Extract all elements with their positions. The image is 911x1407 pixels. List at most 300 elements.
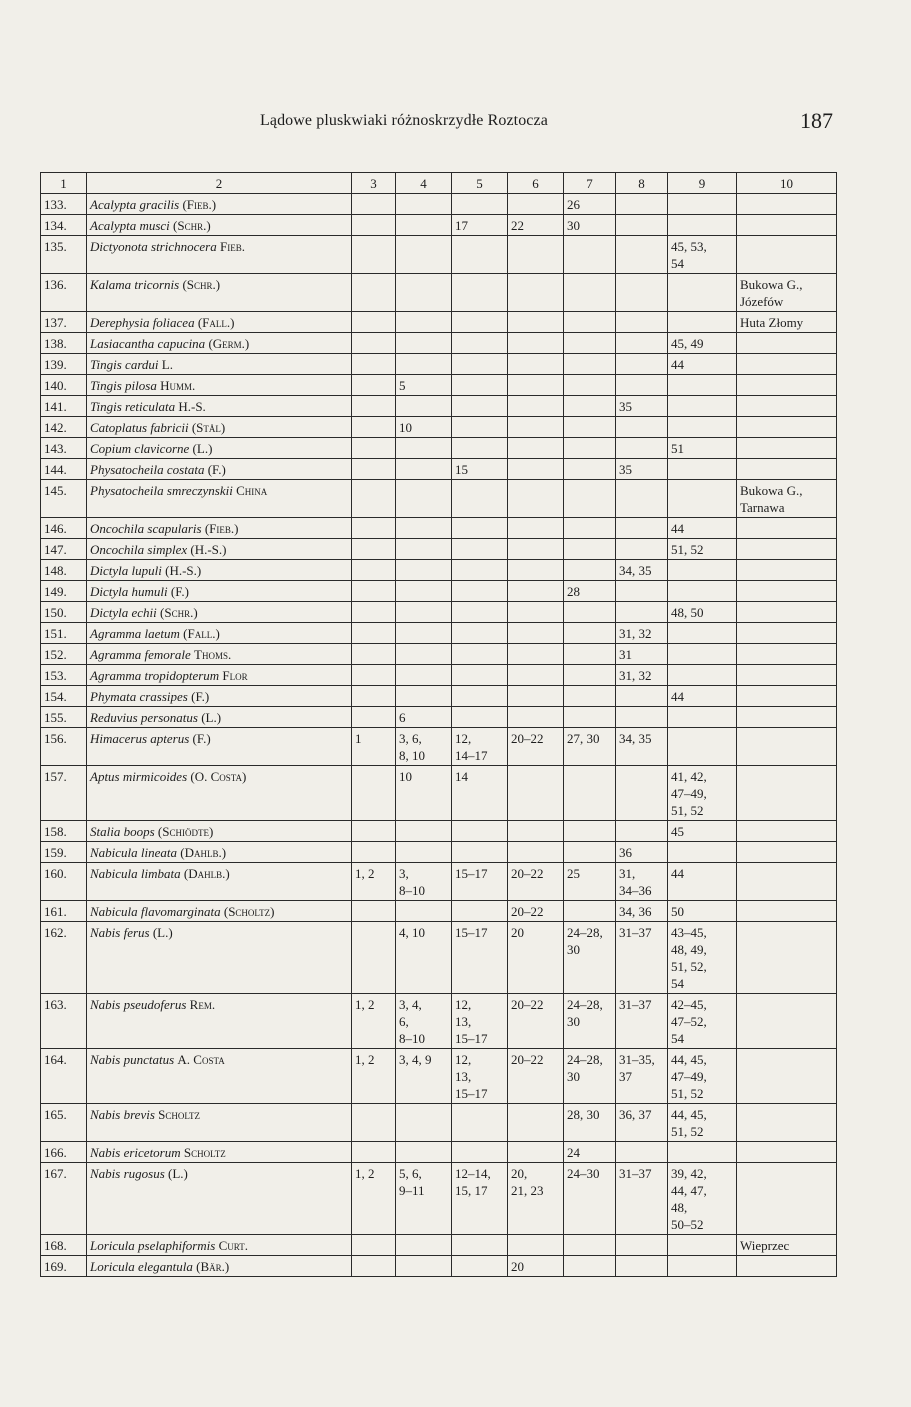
column-header: 1 xyxy=(41,173,87,194)
species-name: Tingis reticulata xyxy=(90,399,176,414)
site-cell-c5 xyxy=(452,901,508,922)
site-cell-c5 xyxy=(452,821,508,842)
site-cell-c5 xyxy=(452,333,508,354)
species-author: (F.) xyxy=(191,689,210,704)
site-cell-c10 xyxy=(737,665,837,686)
site-cell-c10 xyxy=(737,1049,837,1104)
site-cell-c8 xyxy=(616,602,668,623)
site-cell-c4: 5 xyxy=(396,375,452,396)
species-name: Derephysia foliacea xyxy=(90,315,195,330)
species-author: (L.) xyxy=(152,925,173,940)
site-cell-c3 xyxy=(352,581,396,602)
table-row xyxy=(41,686,837,707)
site-cell-c4 xyxy=(396,686,452,707)
site-cell-c6 xyxy=(508,644,564,665)
site-cell-c6 xyxy=(508,623,564,644)
species-cell xyxy=(87,560,352,581)
species-name: Nabis ferus xyxy=(90,925,150,940)
site-cell-c7: 24–28, 30 xyxy=(564,922,616,994)
site-cell-c9: 44 xyxy=(668,518,737,539)
site-cell-c8: 31, 32 xyxy=(616,623,668,644)
site-cell-c6: 22 xyxy=(508,215,564,236)
site-cell-c10 xyxy=(737,459,837,480)
site-cell-c5 xyxy=(452,560,508,581)
table-row xyxy=(41,863,837,901)
site-cell-c5: 15–17 xyxy=(452,922,508,994)
row-number: 158. xyxy=(41,821,87,842)
site-cell-c9: 51, 52 xyxy=(668,539,737,560)
site-cell-c4 xyxy=(396,215,452,236)
site-cell-c8 xyxy=(616,354,668,375)
site-cell-c6: 20 xyxy=(508,922,564,994)
site-cell-c10 xyxy=(737,644,837,665)
site-cell-c7 xyxy=(564,417,616,438)
site-cell-c6: 20–22 xyxy=(508,901,564,922)
site-cell-c7 xyxy=(564,274,616,312)
site-cell-c5: 17 xyxy=(452,215,508,236)
site-cell-c5: 14 xyxy=(452,766,508,821)
site-cell-c10 xyxy=(737,1163,837,1235)
site-cell-c8 xyxy=(616,1235,668,1256)
column-header: 9 xyxy=(668,173,737,194)
species-name: Agramma laetum xyxy=(90,626,180,641)
site-cell-c5 xyxy=(452,644,508,665)
site-cell-c3 xyxy=(352,396,396,417)
species-cell xyxy=(87,707,352,728)
species-author: (Fieb.) xyxy=(204,521,239,536)
site-cell-c9: 41, 42, 47–49, 51, 52 xyxy=(668,766,737,821)
table-row xyxy=(41,602,837,623)
row-number: 136. xyxy=(41,274,87,312)
site-cell-c8 xyxy=(616,312,668,333)
site-cell-c5 xyxy=(452,354,508,375)
site-cell-c6 xyxy=(508,686,564,707)
row-number: 153. xyxy=(41,665,87,686)
species-author: China xyxy=(236,483,268,498)
site-cell-c3: 1, 2 xyxy=(352,863,396,901)
species-name: Physatocheila costata xyxy=(90,462,205,477)
site-cell-c8 xyxy=(616,236,668,274)
site-cell-c9 xyxy=(668,459,737,480)
table-header-row xyxy=(41,173,837,194)
table-row xyxy=(41,396,837,417)
site-cell-c4 xyxy=(396,560,452,581)
species-author: (L.) xyxy=(192,441,213,456)
species-name: Nabis brevis xyxy=(90,1107,155,1122)
species-cell xyxy=(87,994,352,1049)
species-cell xyxy=(87,1049,352,1104)
species-author: (Bär.) xyxy=(196,1259,230,1274)
species-name: Nabis rugosus xyxy=(90,1166,165,1181)
species-name: Kalama tricornis xyxy=(90,277,180,292)
species-author: (F.) xyxy=(170,584,189,599)
table-row xyxy=(41,1163,837,1235)
species-cell xyxy=(87,459,352,480)
site-cell-c10: Bukowa G., Tarnawa xyxy=(737,480,837,518)
site-cell-c7: 26 xyxy=(564,194,616,215)
column-header: 7 xyxy=(564,173,616,194)
site-cell-c3: 1, 2 xyxy=(352,1049,396,1104)
row-number: 149. xyxy=(41,581,87,602)
site-cell-c10 xyxy=(737,581,837,602)
site-cell-c10: Bukowa G., Józefów xyxy=(737,274,837,312)
site-cell-c7 xyxy=(564,766,616,821)
species-cell xyxy=(87,602,352,623)
species-cell xyxy=(87,1235,352,1256)
site-cell-c5 xyxy=(452,1142,508,1163)
species-cell xyxy=(87,274,352,312)
site-cell-c4 xyxy=(396,842,452,863)
site-cell-c9 xyxy=(668,665,737,686)
row-number: 162. xyxy=(41,922,87,994)
site-cell-c3 xyxy=(352,236,396,274)
table-row xyxy=(41,236,837,274)
site-cell-c8 xyxy=(616,480,668,518)
site-cell-c3 xyxy=(352,274,396,312)
species-cell xyxy=(87,1163,352,1235)
species-cell xyxy=(87,480,352,518)
site-cell-c3 xyxy=(352,417,396,438)
row-number: 146. xyxy=(41,518,87,539)
table-row xyxy=(41,438,837,459)
column-header: 8 xyxy=(616,173,668,194)
species-author: (Dahlb.) xyxy=(180,845,227,860)
species-author: (O. Costa) xyxy=(190,769,247,784)
site-cell-c9 xyxy=(668,842,737,863)
row-number: 164. xyxy=(41,1049,87,1104)
row-number: 151. xyxy=(41,623,87,644)
site-cell-c7 xyxy=(564,438,616,459)
site-cell-c7 xyxy=(564,560,616,581)
site-cell-c7 xyxy=(564,821,616,842)
site-cell-c9 xyxy=(668,707,737,728)
table-row xyxy=(41,194,837,215)
table-row xyxy=(41,994,837,1049)
site-cell-c10 xyxy=(737,1256,837,1277)
species-name: Catoplatus fabricii xyxy=(90,420,189,435)
site-cell-c6 xyxy=(508,766,564,821)
site-cell-c7 xyxy=(564,539,616,560)
column-header: 10 xyxy=(737,173,837,194)
site-cell-c8 xyxy=(616,821,668,842)
row-number: 155. xyxy=(41,707,87,728)
site-cell-c4: 4, 10 xyxy=(396,922,452,994)
site-cell-c8 xyxy=(616,333,668,354)
site-cell-c8: 35 xyxy=(616,396,668,417)
site-cell-c9 xyxy=(668,417,737,438)
species-author: Thoms. xyxy=(194,647,232,662)
site-cell-c3 xyxy=(352,560,396,581)
table-row xyxy=(41,375,837,396)
site-cell-c8: 34, 35 xyxy=(616,728,668,766)
site-cell-c6 xyxy=(508,707,564,728)
site-cell-c10 xyxy=(737,821,837,842)
site-cell-c6 xyxy=(508,665,564,686)
species-author: A. Costa xyxy=(177,1052,225,1067)
page-number: 187 xyxy=(800,108,833,133)
site-cell-c7 xyxy=(564,396,616,417)
site-cell-c7 xyxy=(564,665,616,686)
species-name: Tingis cardui xyxy=(90,357,159,372)
species-name: Agramma femorale xyxy=(90,647,191,662)
table-row xyxy=(41,922,837,994)
row-number: 168. xyxy=(41,1235,87,1256)
site-cell-c5 xyxy=(452,539,508,560)
species-cell xyxy=(87,194,352,215)
site-cell-c7 xyxy=(564,459,616,480)
site-cell-c7: 24–30 xyxy=(564,1163,616,1235)
site-cell-c3 xyxy=(352,644,396,665)
site-cell-c5: 15 xyxy=(452,459,508,480)
site-cell-c4 xyxy=(396,274,452,312)
species-author: H.-S. xyxy=(178,399,206,414)
site-cell-c7 xyxy=(564,236,616,274)
site-cell-c4 xyxy=(396,602,452,623)
species-cell xyxy=(87,581,352,602)
site-cell-c8: 35 xyxy=(616,459,668,480)
site-cell-c7 xyxy=(564,1235,616,1256)
species-cell xyxy=(87,686,352,707)
site-cell-c10 xyxy=(737,922,837,994)
site-cell-c5 xyxy=(452,312,508,333)
site-cell-c5 xyxy=(452,375,508,396)
species-name: Agramma tropidopterum xyxy=(90,668,220,683)
site-cell-c3 xyxy=(352,707,396,728)
site-cell-c3 xyxy=(352,459,396,480)
row-number: 161. xyxy=(41,901,87,922)
site-cell-c10 xyxy=(737,215,837,236)
site-cell-c10 xyxy=(737,438,837,459)
site-cell-c3 xyxy=(352,518,396,539)
site-cell-c9 xyxy=(668,560,737,581)
site-cell-c5 xyxy=(452,623,508,644)
site-cell-c6 xyxy=(508,459,564,480)
species-cell xyxy=(87,901,352,922)
site-cell-c3: 1 xyxy=(352,728,396,766)
site-cell-c7 xyxy=(564,842,616,863)
site-cell-c3: 1, 2 xyxy=(352,994,396,1049)
site-cell-c6 xyxy=(508,274,564,312)
site-cell-c4: 3, 6, 8, 10 xyxy=(396,728,452,766)
species-cell xyxy=(87,728,352,766)
site-cell-c7: 24 xyxy=(564,1142,616,1163)
site-cell-c7: 28 xyxy=(564,581,616,602)
site-cell-c4: 10 xyxy=(396,766,452,821)
site-cell-c4 xyxy=(396,644,452,665)
site-cell-c10 xyxy=(737,766,837,821)
site-cell-c6 xyxy=(508,602,564,623)
site-cell-c7 xyxy=(564,480,616,518)
species-distribution-table xyxy=(40,172,837,1277)
site-cell-c6 xyxy=(508,194,564,215)
table-row xyxy=(41,623,837,644)
species-name: Dictyla humuli xyxy=(90,584,168,599)
table-row xyxy=(41,333,837,354)
site-cell-c9: 39, 42, 44, 47, 48, 50–52 xyxy=(668,1163,737,1235)
site-cell-c6 xyxy=(508,236,564,274)
species-name: Stalia boops xyxy=(90,824,155,839)
species-author: (H.-S.) xyxy=(165,563,202,578)
site-cell-c7 xyxy=(564,623,616,644)
site-cell-c4: 6 xyxy=(396,707,452,728)
table-row xyxy=(41,215,837,236)
site-cell-c4 xyxy=(396,312,452,333)
site-cell-c8 xyxy=(616,274,668,312)
site-cell-c6 xyxy=(508,842,564,863)
site-cell-c9 xyxy=(668,194,737,215)
site-cell-c6 xyxy=(508,539,564,560)
site-cell-c10: Wieprzec xyxy=(737,1235,837,1256)
species-cell xyxy=(87,375,352,396)
species-name: Copium clavicorne xyxy=(90,441,190,456)
site-cell-c9 xyxy=(668,1235,737,1256)
site-cell-c10 xyxy=(737,728,837,766)
site-cell-c4 xyxy=(396,459,452,480)
site-cell-c7: 30 xyxy=(564,215,616,236)
site-cell-c5: 15–17 xyxy=(452,863,508,901)
site-cell-c8 xyxy=(616,707,668,728)
site-cell-c8: 31, 34–36 xyxy=(616,863,668,901)
species-cell xyxy=(87,354,352,375)
site-cell-c10 xyxy=(737,194,837,215)
species-author: (Dahlb.) xyxy=(183,866,230,881)
site-cell-c7: 28, 30 xyxy=(564,1104,616,1142)
table-row xyxy=(41,1142,837,1163)
site-cell-c3 xyxy=(352,665,396,686)
species-author: Curt. xyxy=(218,1238,248,1253)
species-author: (Schr.) xyxy=(160,605,198,620)
species-name: Himacerus apterus xyxy=(90,731,190,746)
table-row xyxy=(41,728,837,766)
site-cell-c4 xyxy=(396,581,452,602)
species-author: (Schr.) xyxy=(182,277,221,292)
species-name: Aptus mirmicoides xyxy=(90,769,188,784)
site-cell-c10: Huta Złomy xyxy=(737,312,837,333)
site-cell-c9: 45, 49 xyxy=(668,333,737,354)
site-cell-c6 xyxy=(508,581,564,602)
species-name: Oncochila simplex xyxy=(90,542,188,557)
species-cell xyxy=(87,665,352,686)
species-cell xyxy=(87,215,352,236)
site-cell-c4 xyxy=(396,354,452,375)
table-row xyxy=(41,560,837,581)
site-cell-c4 xyxy=(396,901,452,922)
site-cell-c3 xyxy=(352,215,396,236)
site-cell-c8 xyxy=(616,215,668,236)
site-cell-c3 xyxy=(352,922,396,994)
site-cell-c4 xyxy=(396,1104,452,1142)
row-number: 134. xyxy=(41,215,87,236)
site-cell-c3 xyxy=(352,480,396,518)
site-cell-c10 xyxy=(737,539,837,560)
species-name: Dictyla echii xyxy=(90,605,157,620)
site-cell-c10 xyxy=(737,333,837,354)
site-cell-c6 xyxy=(508,438,564,459)
table-row xyxy=(41,707,837,728)
site-cell-c8 xyxy=(616,1256,668,1277)
species-cell xyxy=(87,766,352,821)
site-cell-c6 xyxy=(508,518,564,539)
species-author: (F.) xyxy=(207,462,226,477)
site-cell-c6 xyxy=(508,821,564,842)
site-cell-c5 xyxy=(452,194,508,215)
site-cell-c5: 12, 13, 15–17 xyxy=(452,994,508,1049)
table-row xyxy=(41,312,837,333)
table-row xyxy=(41,766,837,821)
species-cell xyxy=(87,842,352,863)
site-cell-c7 xyxy=(564,375,616,396)
site-cell-c5 xyxy=(452,1235,508,1256)
site-cell-c6 xyxy=(508,312,564,333)
site-cell-c3 xyxy=(352,333,396,354)
site-cell-c5 xyxy=(452,602,508,623)
site-cell-c9 xyxy=(668,480,737,518)
site-cell-c9: 44 xyxy=(668,686,737,707)
site-cell-c6 xyxy=(508,1235,564,1256)
site-cell-c6: 20–22 xyxy=(508,1049,564,1104)
site-cell-c5: 12, 14–17 xyxy=(452,728,508,766)
site-cell-c4 xyxy=(396,821,452,842)
site-cell-c9 xyxy=(668,396,737,417)
site-cell-c4 xyxy=(396,438,452,459)
species-cell xyxy=(87,518,352,539)
site-cell-c6 xyxy=(508,560,564,581)
site-cell-c8 xyxy=(616,686,668,707)
table-row xyxy=(41,480,837,518)
site-cell-c3 xyxy=(352,312,396,333)
row-number: 152. xyxy=(41,644,87,665)
site-cell-c3 xyxy=(352,375,396,396)
species-cell xyxy=(87,236,352,274)
site-cell-c5 xyxy=(452,1104,508,1142)
species-author: L. xyxy=(161,357,173,372)
site-cell-c5: 12, 13, 15–17 xyxy=(452,1049,508,1104)
site-cell-c9: 51 xyxy=(668,438,737,459)
species-author: (Schiödte) xyxy=(157,824,214,839)
site-cell-c4 xyxy=(396,539,452,560)
site-cell-c4 xyxy=(396,518,452,539)
site-cell-c9: 45 xyxy=(668,821,737,842)
site-cell-c8 xyxy=(616,581,668,602)
column-header: 6 xyxy=(508,173,564,194)
site-cell-c9: 42–45, 47–52, 54 xyxy=(668,994,737,1049)
row-number: 160. xyxy=(41,863,87,901)
site-cell-c6 xyxy=(508,480,564,518)
site-cell-c7 xyxy=(564,686,616,707)
species-cell xyxy=(87,623,352,644)
species-cell xyxy=(87,417,352,438)
site-cell-c8: 31–37 xyxy=(616,994,668,1049)
row-number: 138. xyxy=(41,333,87,354)
species-name: Tingis pilosa xyxy=(90,378,157,393)
row-number: 163. xyxy=(41,994,87,1049)
site-cell-c3 xyxy=(352,1142,396,1163)
site-cell-c7 xyxy=(564,312,616,333)
row-number: 137. xyxy=(41,312,87,333)
site-cell-c8 xyxy=(616,518,668,539)
species-cell xyxy=(87,312,352,333)
row-number: 133. xyxy=(41,194,87,215)
site-cell-c8 xyxy=(616,766,668,821)
site-cell-c8: 34, 35 xyxy=(616,560,668,581)
site-cell-c3 xyxy=(352,354,396,375)
species-cell xyxy=(87,333,352,354)
table-row xyxy=(41,581,837,602)
species-name: Lasiacantha capucina xyxy=(90,336,206,351)
site-cell-c8: 34, 36 xyxy=(616,901,668,922)
species-name: Nabis punctatus xyxy=(90,1052,175,1067)
site-cell-c9 xyxy=(668,1142,737,1163)
